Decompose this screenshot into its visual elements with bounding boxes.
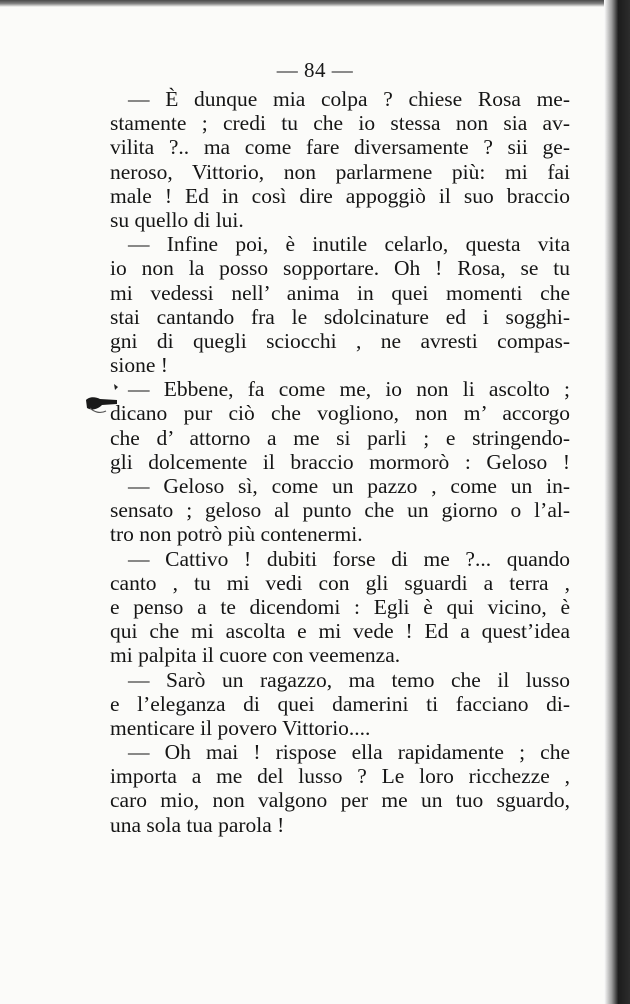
page-top-edge <box>0 0 605 7</box>
text-line: stamente ; credi tu che io stessa non sia av- <box>110 111 570 136</box>
text-line: canto , tu mi vedi con gli sguardi a terra , <box>110 570 570 595</box>
text-line: caro mio, non valgono per me un tuo sguardo, <box>110 788 570 813</box>
body-text <box>110 87 570 837</box>
text-line: — Ebbene, fa come me, io non li ascolto ; <box>128 377 570 402</box>
text-line: io non la posso sopportare. Oh ! Rosa, se tu <box>110 256 570 281</box>
text-line: male ! Ed in così dire appoggiò il suo braccio <box>110 183 570 208</box>
text-line: neroso, Vittorio, non parlarmene più: mi fai <box>110 159 570 184</box>
text-line: — Oh mai ! rispose ella rapidamente ; che <box>128 740 570 765</box>
text-line: e l’eleganza di quei damerini ti facciano di- <box>110 691 570 716</box>
text-line: su quello di lui. <box>110 207 244 232</box>
text-line: — Sarò un ragazzo, ma temo che il lusso <box>128 667 570 692</box>
text-line: mi palpita il cuore con veemenza. <box>110 643 401 668</box>
text-line: che d’ attorno a me si parli ; e stringendo- <box>110 425 570 450</box>
text-line: mi vedessi nell’ anima in quei momenti che <box>110 280 570 305</box>
text-line: gni di quegli sciocchi , ne avresti compas- <box>110 328 570 353</box>
text-line: stai cantando fra le sdolcinature ed i sogghi- <box>110 304 570 329</box>
text-line: una sola tua parola ! <box>110 812 285 837</box>
text-line: menticare il povero Vittorio.... <box>110 715 371 740</box>
text-line: dicano pur ciò che vogliono, non m’ accorgo <box>110 401 570 426</box>
page-number: — 84 — <box>276 58 354 82</box>
text-line: — Cattivo ! dubiti forse di me ?... quando <box>128 546 570 571</box>
text-line: qui che mi ascolta e mi vede ! Ed a quest’idea <box>110 619 570 644</box>
text-line: gli dolcemente il braccio mormorò : Geloso ! <box>110 449 570 474</box>
text-line: sensato ; geloso al punto che un giorno o l’al- <box>110 498 570 523</box>
text-line: — Geloso sì, come un pazzo , come un in- <box>128 474 570 498</box>
text-line: — È dunque mia colpa ? chiese Rosa me- <box>128 87 570 111</box>
text-line: — Infine poi, è inutile celarlo, questa vita <box>128 232 570 257</box>
text-line: importa a me del lusso ? Le loro ricchezze , <box>110 764 570 789</box>
text-line: sione ! <box>110 353 168 378</box>
text-line: e penso a te dicendomi : Egli è qui vicino, è <box>110 594 570 619</box>
text-line: tro non potrò più contenermi. <box>110 522 363 547</box>
text-line: vilita ?.. ma come fare diversamente ? sii ge- <box>110 135 570 160</box>
page-binding-edge <box>604 0 630 1004</box>
